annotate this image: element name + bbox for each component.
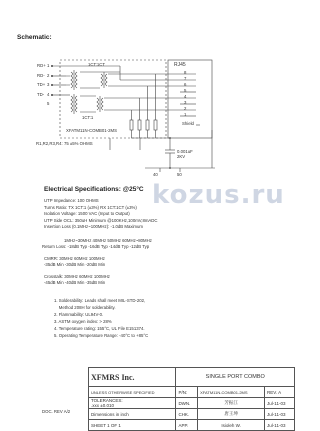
label-lead-2: 2	[47, 73, 50, 78]
label-pin-1: 1	[184, 112, 187, 117]
chk-name: 唐王坤	[198, 409, 265, 420]
rev-label: REV.	[267, 389, 278, 395]
cmrr-row: -35dB Min -30dB Min -20dB Min	[44, 262, 106, 267]
label-pin-2: 2	[184, 106, 187, 111]
label-pin-6: 6	[184, 82, 187, 87]
note-line: 1. Solderability: Leads shall meet MIL-STD-202,	[54, 298, 146, 303]
company-name: XFMRS Inc.	[89, 368, 176, 387]
tolerances-cell	[89, 398, 176, 409]
spec-line: Isolation Voltage: 1500 VAC (Input to Output)	[44, 211, 130, 216]
spec-line: Insertion Loss (0.1MHz~100MHz): -1.0dB Maximum	[44, 224, 143, 229]
label-ratio-top: 1CT:1CT	[88, 62, 105, 67]
crosstalk-row: -45dB Min -40dB Min -35dB Min	[44, 280, 106, 285]
return-loss-row: Return Loss: -18dB Typ -16dB Typ -14dB Typ -12dB Typ	[42, 244, 150, 249]
dwn-date: Jul-11-03	[265, 398, 295, 409]
spec-line: UTP Side OCL: 350uH Minimum @100KHz,100mV,8mADC	[44, 217, 158, 223]
label-rd-minus: RD-	[37, 73, 45, 78]
chk-date: Jul-11-03	[265, 409, 295, 420]
spec-line: Turns Ratio: TX 1CT:1 (±3%) RX 1CT:1CT (±3%)	[44, 204, 137, 210]
sheet-info: SHEET 1 OF 1	[89, 420, 176, 431]
rev-value: A	[278, 389, 282, 395]
label-pin-5: 5	[184, 88, 187, 93]
unless-note: UNLESS OTHERWISE SPECIFIED	[89, 387, 176, 398]
return-loss-columns: 1MHz~30MHz 40MHz 50MHz 60MHz~80MHz	[64, 238, 152, 243]
tolerance-value: .xxx ±0.010	[91, 403, 114, 408]
label-part-number: XFATM11N-COMB01-2MS	[66, 128, 117, 133]
app-label: APP.	[176, 420, 198, 431]
resistor-note: R1,R2,R3,R4: 75 ±5% OHMS	[36, 141, 93, 146]
crosstalk-columns: Crosstalk: 30MHz 60MHz 100MHz	[44, 274, 110, 279]
title-block	[88, 367, 295, 431]
label-rd-plus: RD+	[37, 63, 46, 68]
label-rj45: RJ45	[174, 62, 186, 68]
dimensions-note: Dimensions in inch	[89, 409, 176, 420]
doc-revision: DOC. REV A/2	[42, 409, 71, 414]
drawing-title: SINGLE PORT COMBO	[176, 368, 295, 387]
specs-heading: Electrical Specifications: @25°C	[44, 186, 144, 193]
note-line: 5. Operating Temperature Range: -40°C to +85°C	[54, 333, 149, 338]
watermark-logo: kozus.ru	[152, 180, 285, 210]
cmrr-columns: CMRR: 30MHz 60MHz 100MHz	[44, 256, 105, 261]
label-pin-3: 3	[184, 100, 187, 105]
note-line: 2. Flammability: UL94V-0.	[54, 312, 104, 317]
label-shield: Shield	[182, 121, 194, 126]
label-pin-8: 8	[184, 70, 187, 75]
label-lead-1: 1	[47, 63, 50, 68]
label-pin-7: 7	[184, 76, 187, 81]
label-capacitor: 0.001uF	[177, 149, 193, 154]
note-line: 3. ASTM oxygen index: > 28%	[54, 319, 112, 324]
app-name: Isioleh W.	[198, 420, 265, 431]
schematic-title: Schematic:	[17, 34, 52, 41]
part-number: XFATM11N-COMB01-2MS	[198, 387, 265, 398]
label-pin-4: 4	[184, 94, 187, 99]
app-date: Jul-11-03	[265, 420, 295, 431]
label-lead-5: 5	[47, 101, 50, 106]
label-ratio-bottom: 1CT:1	[82, 115, 94, 120]
tolerances-label: TOLERANCES:	[91, 398, 123, 403]
label-td-plus: TD+	[37, 82, 46, 87]
label-td-minus: TD-	[37, 92, 45, 97]
pn-label: P/N:	[176, 387, 198, 398]
rev-cell	[265, 387, 295, 398]
label-lead-3: 3	[47, 82, 50, 87]
label-capacitor-voltage: 2KV	[177, 154, 186, 159]
label-lead-4: 4	[47, 92, 50, 97]
spec-line: UTP Impedance: 100 OHMS	[44, 198, 99, 203]
label-pin-50: 50	[177, 172, 182, 177]
label-pin-40: 40	[153, 172, 158, 177]
dwn-name: 芳振江	[198, 398, 265, 409]
dwn-label: DWN.	[176, 398, 198, 409]
note-line: 4. Temperature rating: 155°C, UL File E151374.	[54, 326, 145, 331]
chk-label: CHK.	[176, 409, 198, 420]
note-line: Method 208H for solderability.	[54, 305, 116, 310]
